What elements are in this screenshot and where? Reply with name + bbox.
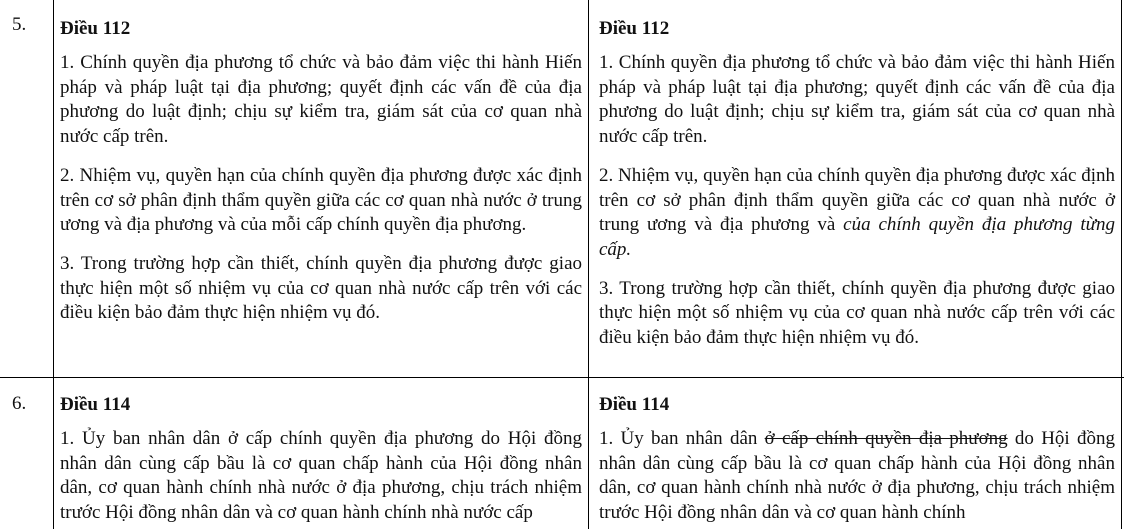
amended-text-cell [599,17,1115,351]
amended-italic-text: của chính quyền địa phương từng cấp. [599,214,1116,260]
table-row [0,378,1124,529]
paragraph [599,427,1115,526]
struck-through-text: ở cấp chính quyền địa phương [764,428,1008,449]
paragraph: 3. Trong trường hợp cần thiết, chính quyền địa phương được giao thực hiện một số nhiệm vụ của cơ quan nhà nước cấp trên với các điều kiện bảo đảm thực hiện nhiệm vụ đó. [60,252,582,324]
article-title: Điều 112 [60,18,131,39]
amended-text-cell [599,393,1115,526]
paragraph: 1. Chính quyền địa phương tổ chức và bảo đảm việc thi hành Hiến pháp và pháp luật tại địa phương; quyết định các vấn đề của địa phương do luật định; chịu sự kiểm tra, giám sát của cơ quan nhà nước cấp trên. [599,52,1115,148]
paragraph: 1. Chính quyền địa phương tổ chức và bảo đảm việc thi hành Hiến pháp và pháp luật tại địa phương; quyết định các vấn đề của địa phương do luật định; chịu sự kiểm tra, giám sát của cơ quan nhà nước cấp trên. [60,52,582,148]
article-title: Điều 114 [599,394,670,415]
paragraph: 2. Nhiệm vụ, quyền hạn của chính quyền địa phương được xác định trên cơ sở phân định thẩm quyền giữa các cơ quan nhà nước ở trung ương và địa phương và của mỗi cấp chính quyền địa phương. [60,164,582,236]
original-text-cell [60,393,582,526]
paragraph-text: 2. Nhiệm vụ, quyền hạn của chính quyền địa phương được xác định trên cơ sở phân định thẩm quyền giữa các cơ quan nhà nước ở trung ương và địa phương và [599,164,1115,236]
paragraph: 3. Trong trường hợp cần thiết, chính quyền địa phương được giao thực hiện một số nhiệm vụ của cơ quan nhà nước cấp trên với các điều kiện bảo đảm thực hiện nhiệm vụ đó. [599,277,1115,349]
paragraph [599,164,1115,263]
paragraph-text: 1. Ủy ban nhân dân [599,428,765,449]
article-title: Điều 112 [599,18,670,39]
paragraph: 1. Ủy ban nhân dân ở cấp chính quyền địa phương do Hội đồng nhân dân cùng cấp bầu là cơ quan chấp hành của Hội đồng nhân dân, cơ quan hành chính nhà nước ở địa phương, chịu trách nhiệm trước Hội đồng nhân dân và cơ quan hành chính nhà nước cấp [60,428,582,524]
article-title: Điều 114 [60,394,131,415]
paragraph-text: do Hội đồng nhân dân cùng cấp bầu là cơ quan chấp hành của Hội đồng nhân dân, cơ quan hành chính nhà nước ở địa phương, chịu trách nhiệm trước Hội đồng nhân dân và cơ quan hành chính [599,428,1115,524]
row-number: 5. [12,14,27,35]
row-number: 6. [12,393,27,414]
original-text-cell [60,17,582,326]
